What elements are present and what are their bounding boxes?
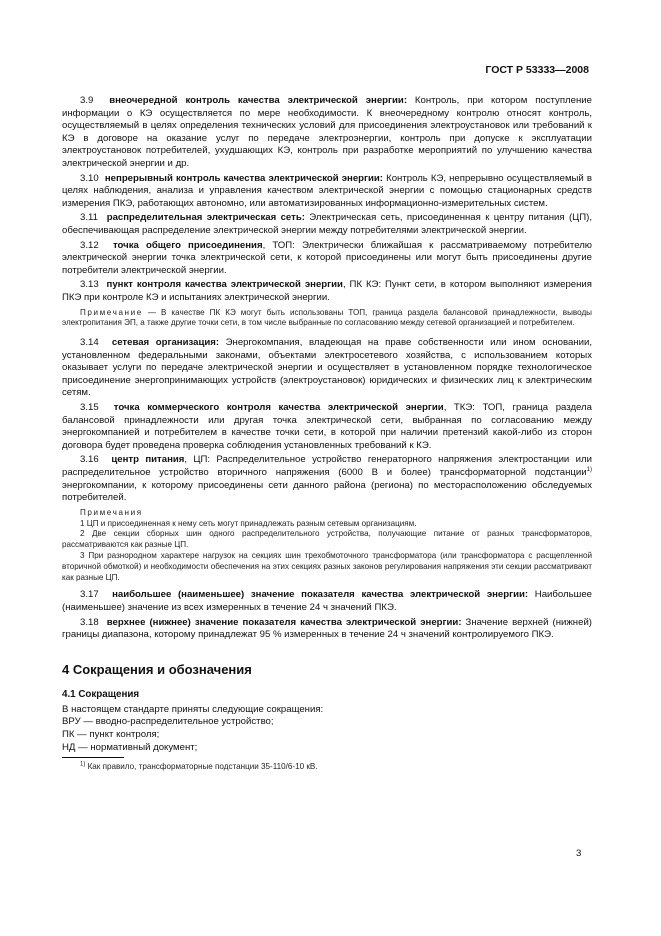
definition-text: Контроль КЭ, непрерывно осуществляемый в целях наблюдения, анализа и управления качеством электрической энергии с помощью стационарных средств измерения ПКЭ, работающих автономно, или автоматизированных информационно-измерительных систем. [62,172,592,209]
definition-3-10 [62,173,592,211]
definition-3-17 [62,589,592,614]
footnote [62,762,592,773]
definition-3-11 [62,212,592,237]
section-4-heading: 4 Сокращения и обозначения [62,661,252,677]
note-item-1: 1 ЦП и присоединенная к нему сеть могут принадлежать разным сетевым организациям. [80,518,417,528]
term: сетевая организация: [111,337,220,349]
term: центр питания [111,454,185,466]
definition-text: , ТКЭ: ТОП, граница раздела балансовой принадлежности или другая точка электрической сети, выбранная по согласованию между энергокомпанией и потребителем в качестве точки сети, в которой при наличии претензий какой-либо из сторон договора будет проведена проверка соблюдения установленных требований к КЭ. [62,402,592,451]
term: непрерывный контроль качества электрической энергии: [104,172,384,184]
term: внеочередной контроль качества электрической энергии: [109,95,408,106]
definition-text: , ПК КЭ: Пункт сети, в котором выполняют измерения ПКЭ при контроле КЭ и испытаниях электрической энергии. [62,279,592,303]
definition-text-cont: энергокомпании, к которому присоединены сети данного района (региона) по месторасположению обследуемых потребителей. [62,479,592,504]
term: распределительная электрическая сеть: [106,212,305,224]
note-item-2: 2 Две секции сборных шин одного распределительного устройства, получающие питание от разных трансформаторов, рассматриваются как разные ЦП. [62,529,592,550]
clause-number: 3.12 [80,239,99,251]
clause-number: 3.18 [80,616,99,628]
definition-text: Контроль, при котором поступление информации о КЭ осуществляется по мере необходимости. К внеочередному контролю относят контроль, осуществляемый в целях определения технических условий для присоединения электроустановок или требований к КЭ в договоре на оказание услуг по передаче электроэнергии, контроль при допуске к эксплуатации электроустановок потребителей, ухудшающих КЭ, контроль при разработке мероприятий по улучшению качества электрической энергии и др. [62,95,592,169]
note-label: Примечание [80,307,143,317]
abbreviation-nd: НД — нормативный документ; [62,741,198,753]
notes-heading: Примечания [80,507,143,517]
subsection-4-1-heading: 4.1 Сокращения [62,688,140,700]
term: точка общего присоединения [112,239,263,251]
abbreviations-intro: В настоящем стандарте приняты следующие сокращения: [62,703,324,715]
abbreviation-vru: ВРУ — вводно-распределительное устройство; [62,716,274,728]
page-number: 3 [576,848,582,859]
definition-3-14 [62,337,592,400]
definition-3-13 [62,279,592,304]
clause-number: 3.10 [80,172,99,184]
definition-3-12 [62,240,592,278]
definition-text: Электрическая сеть, присоединенная к центру питания (ЦП), обеспечивающая распределение электрической энергии между потребителями электрической энергии. [62,212,592,236]
note-3-13 [62,308,592,330]
clause-number: 3.15 [80,402,99,414]
definition-text: Энергокомпания, владеющая на праве собственности или ином основании, установленном федеральными законами, объектами электросетевого хозяйства, с использованием которых оказывает услуги по передаче электрической энергии и осуществляет в установленном порядке технологическое присоединение энергопринимающих устройств (электроустановок) юридических и физических лиц к электрическим сетям. [62,337,592,399]
definition-text: , ЦП: Распределительное устройство генераторного напряжения электростанции или распределительное устройство вторичного напряжения (6000 В и более) трансформаторной подстанции [62,454,592,479]
term: наибольшее (наименьшее) значение показателя качества электрической энергии: [112,589,529,601]
note-item-3: 3 При разнородном характере нагрузок на секциях шин трехобмоточного трансформатора (или трансформатора с расщепленной вторичной обмоткой) и необходимости обеспечения на этих секциях разных законов регулирования напряжения эти секции рассматривают как разные ЦП. [62,551,592,582]
clause-number: 3.11 [80,212,98,224]
term: верхнее (нижнее) значение показателя качества электрической энергии: [106,616,462,628]
term: пункт контроля качества электрической энергии [106,279,343,291]
clause-number: 3.9 [80,95,94,106]
clause-number: 3.13 [80,279,99,291]
definition-3-18 [62,617,592,642]
clause-number: 3.17 [80,589,99,601]
footnote-ref: 1) [586,466,592,473]
footnote-divider [62,757,124,758]
definition-3-9 [62,95,592,171]
clause-number: 3.16 [80,454,99,466]
definition-3-15 [62,402,592,452]
term: точка коммерческого контроля качества электрической энергии [113,402,444,414]
footnote-mark: 1) [80,761,86,768]
definition-3-16 [62,454,592,504]
definition-text: , ТОП: Электрически ближайшая к рассматриваемому потребителю электрической энергии точка электрической сети, к которой присоединены или могут быть присоединены другие потребители электрической энергии. [62,239,592,276]
clause-number: 3.14 [80,337,99,349]
document-id-header: ГОСТ Р 53333—2008 [485,64,589,76]
definition-text: Значение верхней (нижней) границы диапазона, которому принадлежат 95 % измеренных в течение 24 ч значений контролируемого ПКЭ. [62,616,592,641]
definition-text: Наибольшее (наименьшее) значение из всех измеренных в течение 24 ч значений ПКЭ. [62,589,592,613]
footnote-text: Как правило, трансформаторные подстанции 35-110/6-10 кВ. [85,762,318,772]
note-text: — В качестве ПК КЭ могут быть использованы ТОП, граница раздела балансовой принадлежности, выводы электропитания ЭП, а также другие точки сети, в том числе выбранные по согласованию между сетевой организацией и потребителем. [62,307,592,328]
page-content [62,95,592,773]
abbreviation-pk: ПК — пункт контроля; [62,728,160,740]
